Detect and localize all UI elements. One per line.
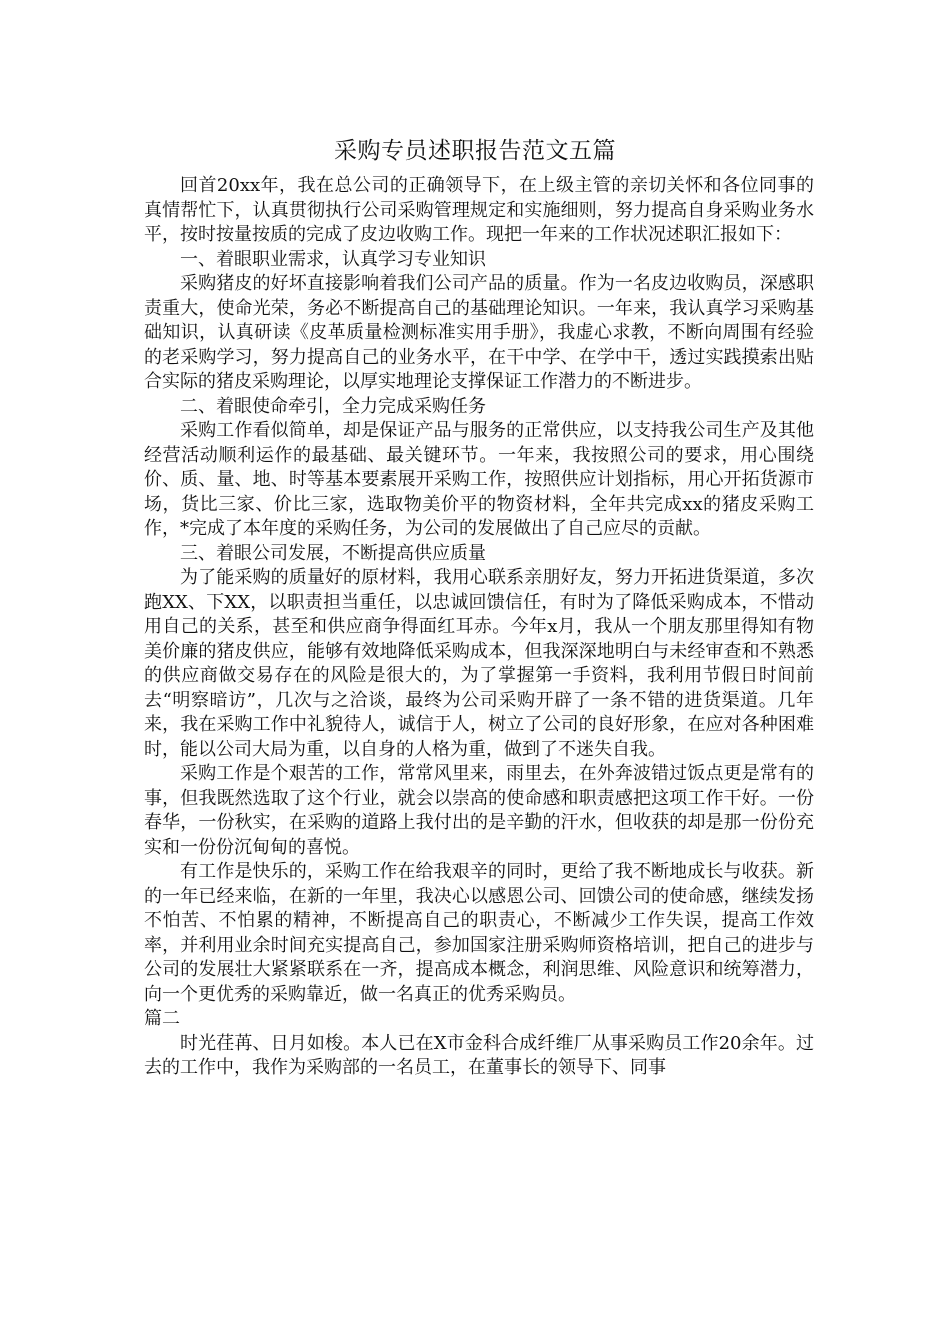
part-heading: 篇二	[144, 1008, 180, 1029]
body-paragraph: 采购工作看似简单，却是保证产品与服务的正常供应，以支持我公司生产及其他经营活动顺利运作的最基础、最关键环节。一年来，我按照公司的要求，用心围绕价、质、量、地、时等基本要素展开采购工作，按照供应计划指标，用心开拓货源市场，货比三家、价比三家，选取物美价平的物资材料，全年共完成xx的猪皮采购工作，*完成了本年度的采购任务，为公司的发展做出了自己应尽的贡献。	[144, 420, 814, 539]
intro-paragraph: 回首20xx年，我在总公司的正确领导下，在上级主管的亲切关怀和各位同事的真情帮忙下，认真贯彻执行公司采购管理规定和实施细则，努力提高自身采购业务水平，按时按量按质的完成了皮边收购工作。现把一年来的工作状况述职汇报如下：	[144, 175, 814, 245]
body-paragraph: 时光荏苒、日月如梭。本人已在X市金科合成纤维厂从事采购员工作20余年。过去的工作中，我作为采购部的一名员工，在董事长的领导下、同事	[144, 1032, 814, 1078]
section-heading-2: 二、着眼使命牵引，全力完成采购任务	[180, 395, 486, 417]
document-title: 采购专员述职报告范文五篇	[334, 138, 616, 164]
section-heading-1: 一、着眼职业需求，认真学习专业知识	[180, 248, 486, 270]
body-paragraph: 有工作是快乐的，采购工作在给我艰辛的同时，更给了我不断地成长与收获。新的一年已经来临，在新的一年里，我决心以感恩公司、回馈公司的使命感，继续发扬不怕苦、不怕累的精神，不断提高自己的职责心，不断减少工作失误，提高工作效率，并利用业余时间充实提高自己，参加国家注册采购师资格培训，把自己的进步与公司的发展壮大紧紧联系在一齐，提高成本概念，利润思维、风险意识和统筹潜力，向一个更优秀的采购靠近，做一名真正的优秀采购员。	[144, 861, 814, 1005]
body-paragraph: 采购猪皮的好坏直接影响着我们公司产品的质量。作为一名皮边收购员，深感职责重大，使命光荣，务必不断提高自己的基础理论知识。一年来，我认真学习采购基础知识，认真研读《皮革质量检测标准实用手册》，我虚心求教，不断向周围有经验的老采购学习，努力提高自己的业务水平，在干中学、在学中干，透过实践摸索出贴合实际的猪皮采购理论，以厚实地理论支撑保证工作潜力的不断进步。	[144, 273, 814, 392]
body-paragraph: 采购工作是个艰苦的工作，常常风里来，雨里去，在外奔波错过饭点更是常有的事，但我既然选取了这个行业，就会以崇高的使命感和职责感把这项工作干好。一份春华，一份秋实，在采购的道路上我付出的是辛勤的汗水，但收获的却是那一份份充实和一份份沉甸甸的喜悦。	[144, 763, 814, 858]
document-body	[144, 174, 814, 1081]
section-heading-3: 三、着眼公司发展，不断提高供应质量	[180, 542, 486, 564]
body-paragraph: 为了能采购的质量好的原材料，我用心联系亲朋好友，努力开拓进货渠道，多次跑XX、下XX，以职责担当重任，以忠诚回馈信任，有时为了降低采购成本，不惜动用自己的关系，甚至和供应商争得面红耳赤。今年x月，我从一个朋友那里得知有物美价廉的猪皮供应，能够有效地降低采购成本，但我深深地明白与未经审查和不熟悉的供应商做交易存在的风险是很大的，为了掌握第一手资料，我利用节假日时间前去“明察暗访”，几次与之洽谈，最终为公司采购开辟了一条不错的进货渠道。几年来，我在采购工作中礼貌待人，诚信于人，树立了公司的良好形象，在应对各种困难时，能以公司大局为重，以自身的人格为重，做到了不迷失自我。	[144, 567, 814, 760]
